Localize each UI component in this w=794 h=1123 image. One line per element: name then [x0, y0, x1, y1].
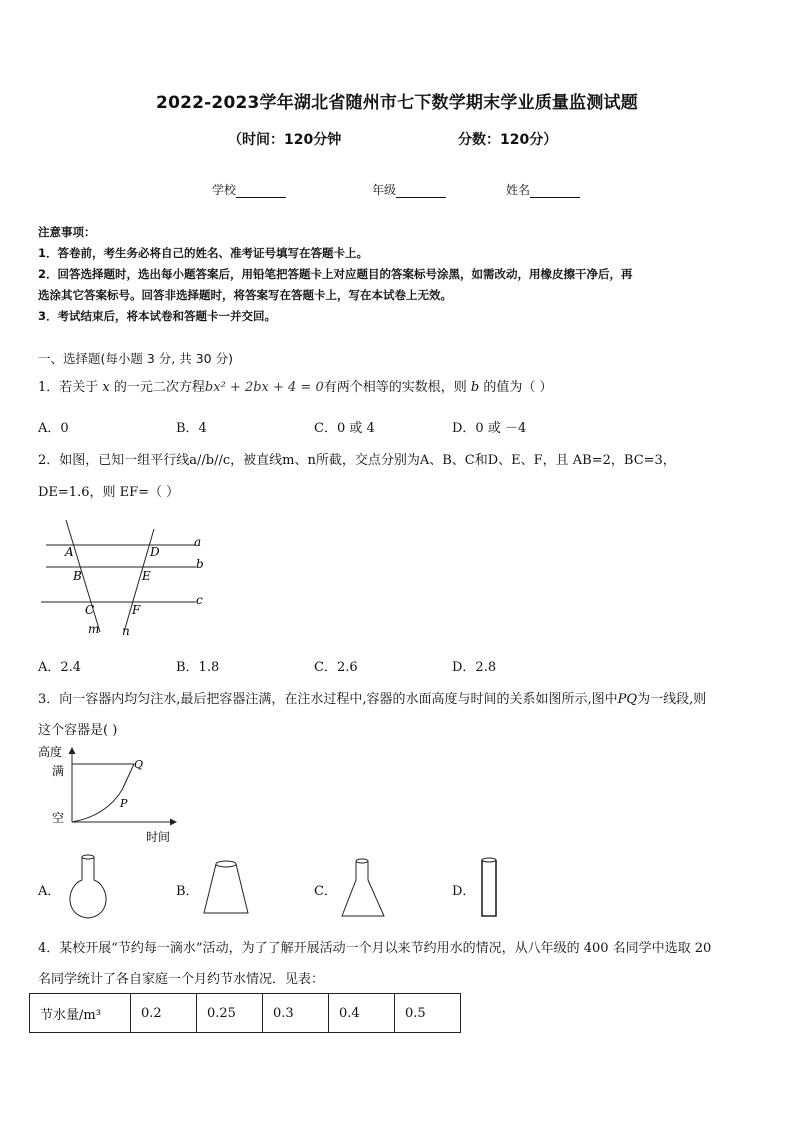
q3-option-c[interactable]: C． [314, 884, 337, 899]
grade-field[interactable] [372, 181, 446, 198]
grade-label: 年级 [372, 183, 397, 197]
q1-option-d[interactable]: D．0 或 －4 [452, 421, 527, 436]
q2-option-d[interactable]: D．2.8 [452, 660, 497, 675]
q3-option-b[interactable]: B． [176, 884, 199, 899]
q1-option-c[interactable]: C．0 或 4 [314, 421, 375, 436]
svg-text:F: F [132, 603, 141, 617]
question-1: 1．若关于 x 的一元二次方程bx² + 2bx + 4 = 0有两个相等的实数根，则 b 的值为（ ） [38, 380, 553, 395]
score-label: 分数：120分） [458, 132, 558, 148]
svg-text:满: 满 [52, 764, 65, 778]
svg-text:D: D [150, 545, 160, 559]
table-header-cell: 节水量/m³ [30, 994, 131, 1033]
page-title: 2022-2023学年湖北省随州市七下数学期末学业质量监测试题 [156, 93, 638, 113]
q2-option-b[interactable]: B．1.8 [176, 660, 220, 675]
svg-text:时间: 时间 [146, 830, 171, 844]
svg-text:a: a [194, 535, 202, 549]
svg-text:Q: Q [134, 758, 144, 771]
notice-item: 2．回答选择题时，选出每小题答案后，用铅笔把答题卡上对应题目的答案标号涂黑，如需改动，用橡皮擦干净后，再 [38, 267, 633, 281]
q3-option-d[interactable]: D． [452, 884, 476, 899]
label-a-point: A [65, 545, 74, 559]
question-3-text-2: 这个容器是( ) [38, 723, 118, 738]
name-field[interactable] [506, 181, 580, 198]
truncated-cone-icon [200, 858, 252, 916]
water-saving-table [29, 993, 461, 1033]
parallel-lines-figure [36, 515, 216, 640]
svg-text:c: c [196, 593, 203, 607]
table-cell: 0.4 [329, 994, 395, 1033]
svg-text:m: m [88, 622, 100, 636]
svg-text:n: n [122, 624, 130, 638]
round-flask-icon [62, 852, 112, 922]
school-label: 学校 [212, 183, 237, 197]
question-3-text: 3．向一容器内均匀注水,最后把容器注满，在注水过程中,容器的水面高度与时间的关系如图所示,图中PQ为一线段,则 [38, 692, 707, 707]
table-row [30, 994, 461, 1033]
svg-text:E: E [142, 569, 151, 583]
svg-text:B: B [73, 569, 82, 583]
time-label: （时间：120分钟 [228, 132, 342, 148]
name-label: 姓名 [506, 183, 531, 197]
notice-item: 3．考试结束后，将本试卷和答题卡一并交回。 [38, 309, 276, 323]
table-cell: 0.25 [197, 994, 263, 1033]
svg-text:空: 空 [52, 811, 65, 825]
svg-text:C: C [85, 603, 95, 617]
notice-item: 1．答卷前，考生务必将自己的姓名、准考证号填写在答题卡上。 [38, 246, 368, 260]
table-cell: 0.3 [263, 994, 329, 1033]
svg-text:P: P [120, 797, 128, 810]
question-4-text-2: 名同学统计了各自家庭一个月约节水情况．见表： [38, 972, 325, 987]
section-heading: 一、选择题(每小题 3 分, 共 30 分) [38, 351, 233, 366]
school-field[interactable] [212, 181, 286, 198]
svg-text:b: b [196, 557, 204, 571]
svg-text:高度: 高度 [38, 745, 63, 759]
height-time-graph [36, 742, 186, 847]
q1-option-a[interactable]: A．0 [38, 421, 69, 436]
notice-heading: 注意事项： [38, 225, 96, 239]
q2-option-a[interactable]: A．2.4 [38, 660, 82, 675]
question-2-text-2: DE=1.6，则 EF=（ ） [38, 485, 180, 500]
q1-option-b[interactable]: B．4 [176, 421, 207, 436]
q3-option-a[interactable]: A． [38, 884, 61, 899]
cylinder-icon [476, 856, 504, 920]
q2-option-c[interactable]: C．2.6 [314, 660, 358, 675]
question-4-text: 4．某校开展“节约每一滴水”活动，为了了解开展活动一个月以来节约用水的情况，从八年级的 400 名同学中选取 20 [38, 941, 712, 956]
table-cell: 0.5 [395, 994, 461, 1033]
conical-flask-icon [338, 856, 388, 920]
notice-item: 选涂其它答案标号。回答非选择题时，将答案写在答题卡上，写在本试卷上无效。 [38, 288, 452, 302]
question-2-text: 2．如图，已知一组平行线a//b//c，被直线m、n所截，交点分别为A、B、C和D、E、F，且 AB=2，BC=3， [38, 453, 676, 468]
table-cell: 0.2 [131, 994, 197, 1033]
